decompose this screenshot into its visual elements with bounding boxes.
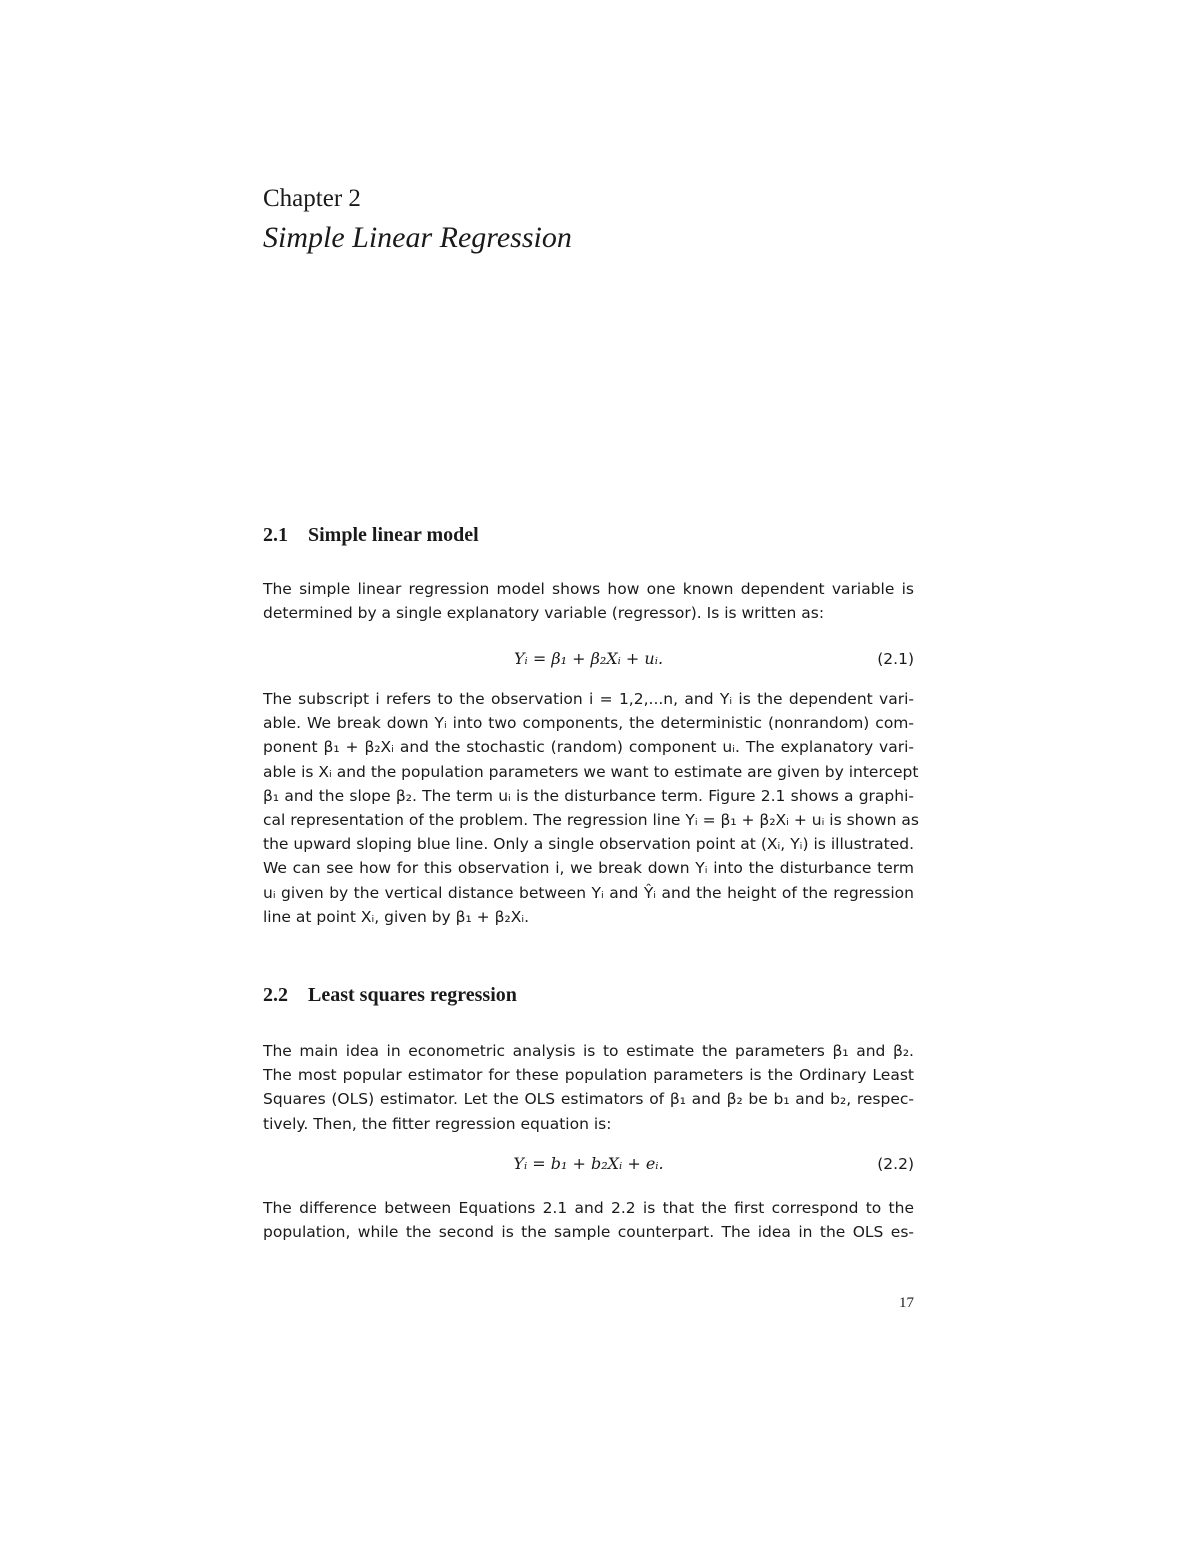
text-line: The subscript i refers to the observation i = 1,2,...n, and Yᵢ is the dependent vari- [263,690,914,708]
text-line: determined by a single explanatory variable (regressor). Is is written as: [263,604,825,623]
text-line: The main idea in econometric analysis is to estimate the parameters β₁ and β₂. [263,1042,914,1060]
section-title: Simple linear model [308,524,479,546]
page-number: 17 [899,1295,914,1311]
text-line: tively. Then, the fitter regression equation is: [263,1114,612,1133]
text-line: The most popular estimator for these population parameters is the Ordinary Least [263,1066,914,1085]
section-heading-2-1 [263,523,479,547]
text-line: uᵢ given by the vertical distance between Yᵢ and Ŷᵢ and the height of the regression [263,883,914,902]
section-2-2-intro-paragraph [263,1039,914,1136]
chapter-title: Simple Linear Regression [263,221,572,254]
text-line: population, while the second is the sample counterpart. The idea in the OLS es- [263,1223,914,1242]
section-title: Least squares regression [308,984,517,1006]
equation-body: Yᵢ = β₁ + β₂Xᵢ + uᵢ. [513,649,664,668]
equation-2-2 [263,1151,914,1177]
section-2-1-intro-paragraph [263,577,914,625]
text-line: able. We break down Yᵢ into two components, the deterministic (nonrandom) com- [263,714,914,733]
text-line: line at point Xᵢ, given by β₁ + β₂Xᵢ. [263,907,530,926]
text-line: Squares (OLS) estimator. Let the OLS estimators of β₁ and β₂ be b₁ and b₂, respec- [263,1090,914,1109]
text-line: We can see how for this observation i, we break down Yᵢ into the disturbance term [263,859,914,878]
section-2-2-body-paragraph [263,1196,914,1244]
text-line: the upward sloping blue line. Only a single observation point at (Xᵢ, Yᵢ) is illustrated. [263,835,914,854]
text-line: The simple linear regression model shows how one known dependent variable is [263,580,914,598]
section-number: 2.2 [263,984,288,1006]
equation-body: Yᵢ = b₁ + b₂Xᵢ + eᵢ. [513,1154,664,1173]
section-number: 2.1 [263,524,288,546]
equation-number: (2.1) [877,650,914,668]
chapter-label: Chapter 2 [263,185,361,212]
text-line: ponent β₁ + β₂Xᵢ and the stochastic (random) component uᵢ. The explanatory vari- [263,738,914,757]
text-line: β₁ and the slope β₂. The term uᵢ is the disturbance term. Figure 2.1 shows a graphi- [263,786,914,805]
equation-2-1 [263,646,914,672]
section-heading-2-2 [263,983,517,1007]
text-line: cal representation of the problem. The regression line Yᵢ = β₁ + β₂Xᵢ + uᵢ is shown as [263,810,919,829]
text-line: able is Xᵢ and the population parameters we want to estimate are given by intercept [263,762,919,781]
section-2-1-body-paragraph [263,687,919,929]
text-line: The difference between Equations 2.1 and 2.2 is that the first correspond to the [263,1199,914,1217]
equation-number: (2.2) [877,1155,914,1173]
